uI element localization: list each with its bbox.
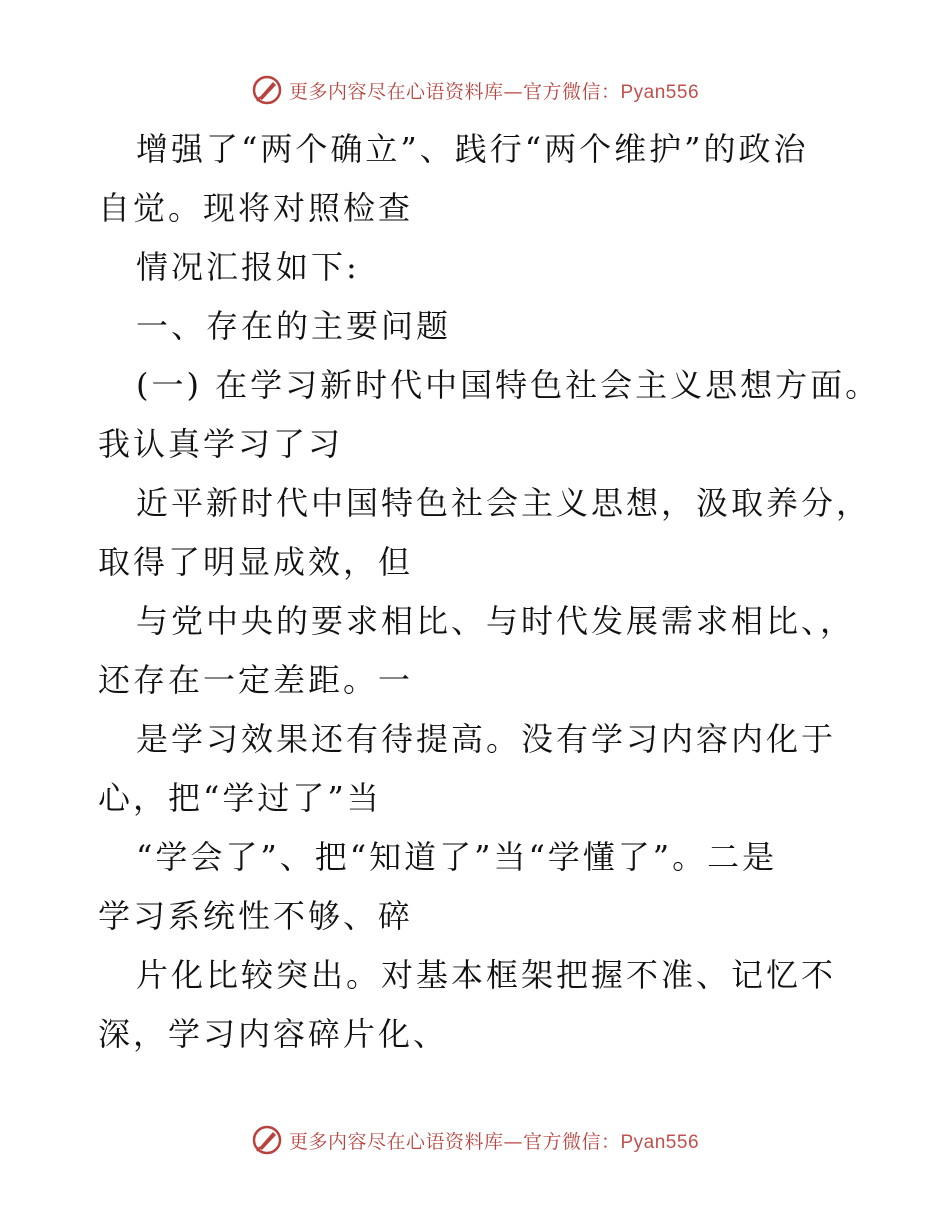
document-body — [98, 120, 881, 1064]
text-line: 还存在一定差距。一 — [98, 661, 414, 699]
text-line: 片化比较突出。对基本框架把握不准、记忆不 — [136, 956, 837, 994]
footer-watermark-text: 更多内容尽在心语资料库—官方微信：Pyan556 — [288, 1130, 700, 1153]
text-line: 取得了明显成效，但 — [98, 543, 414, 581]
text-line: 深，学习内容碎片化、 — [98, 1015, 449, 1053]
text-line: 是学习效果还有待提高。没有学习内容内化于 — [136, 720, 837, 758]
quill-logo-icon — [251, 1124, 283, 1156]
subsection-heading: (一) 在学习新时代中国特色社会主义思想方面。 — [136, 366, 881, 404]
quill-logo-icon — [251, 74, 283, 106]
text-line: “学会了”、把“知道了”当“学懂了”。二是 — [136, 838, 778, 876]
footer-watermark — [0, 1122, 950, 1158]
section-heading: 一、存在的主要问题 — [136, 307, 452, 345]
text-line: 与党中央的要求相比、与时代发展需求相比、， — [136, 602, 856, 640]
text-line: 情况汇报如下: — [136, 248, 360, 286]
header-watermark-text: 更多内容尽在心语资料库—官方微信：Pyan556 — [288, 80, 700, 103]
text-line: 增强了“两个确立”、践行“两个维护”的政治 — [136, 130, 809, 168]
text-line: 近平新时代中国特色社会主义思想，汲取养分， — [136, 484, 872, 522]
text-line: 我认真学习了习 — [98, 425, 344, 463]
text-line: 自觉。现将对照检查 — [98, 189, 414, 227]
text-line: 心，把“学过了”当 — [98, 779, 382, 817]
text-line: 学习系统性不够、碎 — [98, 897, 414, 935]
header-watermark — [0, 72, 950, 108]
